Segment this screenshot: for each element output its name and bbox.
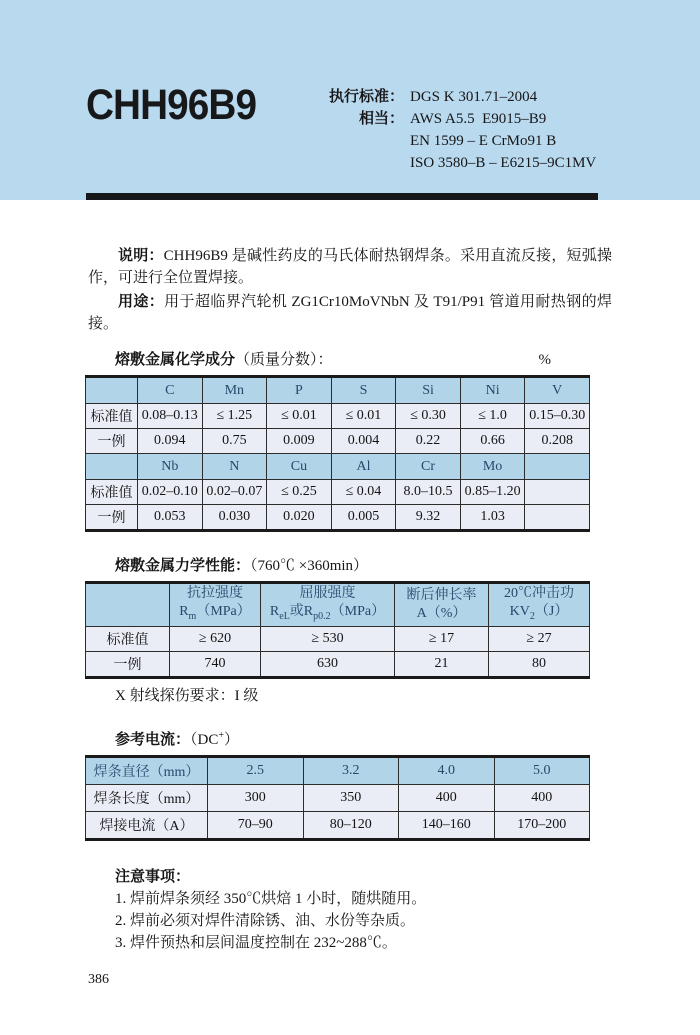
description-text: CHH96B9 是碱性药皮的马氏体耐热钢焊条。采用直流反接，短弧操作，可进行全位置焊接。 <box>88 248 612 286</box>
cell: ≤ 0.30 <box>396 404 461 429</box>
notes-list <box>88 888 612 954</box>
cell <box>395 583 489 627</box>
cell: 170–200 <box>494 812 590 840</box>
cell <box>170 583 261 627</box>
cell <box>86 377 138 404</box>
cell: ≤ 0.01 <box>267 404 332 429</box>
cell: 4.0 <box>399 757 495 785</box>
page-number: 386 <box>88 972 109 987</box>
chem-header-row-2 <box>86 454 590 480</box>
chem-standard-row-2 <box>86 480 590 505</box>
note-item: 2. 焊前必须对焊件清除锈、油、水份等杂质。 <box>115 913 416 929</box>
cell <box>525 505 590 531</box>
diameter-row <box>86 757 590 785</box>
equivalent-value-aws: AWS A5.5 E9015–B9 <box>410 111 547 127</box>
cell <box>261 583 395 627</box>
cell: 0.005 <box>331 505 396 531</box>
notes-heading: 注意事项： <box>115 868 191 885</box>
percent-unit: % <box>538 352 551 368</box>
mechanical-condition: （760℃ ×360min） <box>250 558 369 574</box>
cell: 5.0 <box>494 757 590 785</box>
cell: 0.22 <box>396 429 461 454</box>
length-row <box>86 785 590 812</box>
cell: 740 <box>170 652 261 678</box>
cell: ≤ 0.01 <box>331 404 396 429</box>
cell: Si <box>396 377 461 404</box>
row-label: 焊接电流（A） <box>86 812 208 840</box>
usage-label: 用途： <box>118 293 165 310</box>
chemical-heading: 熔敷金属化学成分 <box>115 351 236 368</box>
cell: Nb <box>138 454 203 480</box>
cell: ≤ 0.25 <box>267 480 332 505</box>
row-label: 焊条直径（mm） <box>86 757 208 785</box>
cell: 0.08–0.13 <box>138 404 203 429</box>
chemical-composition-table <box>85 375 590 532</box>
cell: 140–160 <box>399 812 495 840</box>
cell: 2.5 <box>208 757 304 785</box>
cell: 0.75 <box>202 429 267 454</box>
row-label: 一例 <box>86 429 138 454</box>
chemical-heading-suffix: （质量分数）： <box>235 352 333 368</box>
reference-current-table <box>85 755 590 841</box>
spacer <box>312 152 404 174</box>
cell: 0.66 <box>460 429 525 454</box>
cell: ≤ 0.04 <box>331 480 396 505</box>
cell: ≥ 27 <box>489 627 590 652</box>
cell: Cu <box>267 454 332 480</box>
row-label: 标准值 <box>86 480 138 505</box>
cell: Cr <box>396 454 461 480</box>
current-section-heading <box>88 725 612 751</box>
mechanical-section-heading <box>88 555 612 577</box>
cell: Al <box>331 454 396 480</box>
cell <box>86 454 138 480</box>
cell: 350 <box>303 785 399 812</box>
standards-block <box>312 86 596 174</box>
cell: 0.030 <box>202 505 267 531</box>
chem-example-row-2 <box>86 505 590 531</box>
cell: 0.053 <box>138 505 203 531</box>
chem-example-row-1 <box>86 429 590 454</box>
row-label: 标准值 <box>86 404 138 429</box>
description-label: 说明： <box>118 247 164 264</box>
cell: P <box>267 377 332 404</box>
cell: 400 <box>494 785 590 812</box>
cell: 400 <box>399 785 495 812</box>
cell: 0.02–0.10 <box>138 480 203 505</box>
page-content <box>88 200 612 954</box>
col-symbol: $KV_2(J)$ <box>509 603 569 622</box>
cell: 0.02–0.07 <box>202 480 267 505</box>
col-symbol: $R_{eL}$或$R_{p0.2}(MPa)$ <box>269 603 386 622</box>
cell: Mn <box>202 377 267 404</box>
mechanical-heading: 熔敷金属力学性能： <box>115 557 251 574</box>
cell: C <box>138 377 203 404</box>
current-condition: （DC+） <box>190 730 240 748</box>
equivalent-value-iso: ISO 3580–B – E6215–9C1MV <box>410 155 597 171</box>
chem-standard-row-1 <box>86 404 590 429</box>
cell: 9.32 <box>396 505 461 531</box>
col-symbol: $R_m(MPa)$ <box>179 603 251 622</box>
cell: 630 <box>261 652 395 678</box>
row-label: 标准值 <box>86 627 170 652</box>
cell: 1.03 <box>460 505 525 531</box>
cell: ≤ 1.0 <box>460 404 525 429</box>
mech-standard-row <box>86 627 590 652</box>
cell: 80–120 <box>303 812 399 840</box>
cell: 21 <box>395 652 489 678</box>
cell <box>489 583 590 627</box>
cell: V <box>525 377 590 404</box>
cell: ≤ 1.25 <box>202 404 267 429</box>
exec-standard-label: 执行标准： <box>328 88 404 105</box>
cell: S <box>331 377 396 404</box>
chemical-section-heading <box>88 349 593 371</box>
cell: 8.0–10.5 <box>396 480 461 505</box>
equivalent-value-en: EN 1599 – E CrMo91 B <box>410 133 557 149</box>
col-title: 抗拉强度 <box>187 585 243 601</box>
current-row <box>86 812 590 840</box>
cell: 0.15–0.30 <box>525 404 590 429</box>
cell: ≥ 530 <box>261 627 395 652</box>
cell: 0.009 <box>267 429 332 454</box>
cell: 0.004 <box>331 429 396 454</box>
mech-header-row <box>86 583 590 627</box>
row-label: 一例 <box>86 505 138 531</box>
usage-paragraph <box>88 291 612 335</box>
usage-text: 用于超临界汽轮机 ZG1Cr10MoVNbN 及 T91/P91 管道用耐热钢的焊接。 <box>88 294 612 332</box>
cell: 0.85–1.20 <box>460 480 525 505</box>
cell: ≥ 620 <box>170 627 261 652</box>
spacer <box>312 130 404 152</box>
cell: Ni <box>460 377 525 404</box>
cell: N <box>202 454 267 480</box>
mechanical-properties-table <box>85 581 590 679</box>
cell: 0.208 <box>525 429 590 454</box>
cell: 80 <box>489 652 590 678</box>
exec-standard-value: DGS K 301.71–2004 <box>410 89 538 105</box>
col-title: 20℃冲击功 <box>504 585 574 601</box>
cell <box>86 583 170 627</box>
cell: ≥ 17 <box>395 627 489 652</box>
xray-requirement: X 射线探伤要求：I 级 <box>115 688 259 704</box>
note-item: 1. 焊前焊条须经 350℃烘焙 1 小时，随烘随用。 <box>115 891 427 907</box>
cell <box>525 454 590 480</box>
cell: Mo <box>460 454 525 480</box>
row-label: 焊条长度（mm） <box>86 785 208 812</box>
note-item: 3. 焊件预热和层间温度控制在 232~288℃。 <box>115 935 397 951</box>
chem-header-row-1 <box>86 377 590 404</box>
divider-bar <box>86 193 598 200</box>
col-symbol: A（%） <box>416 606 467 621</box>
cell: 70–90 <box>208 812 304 840</box>
cell: 0.020 <box>267 505 332 531</box>
col-title: 屈服强度 <box>299 585 356 601</box>
product-title: CHH96B9 <box>86 81 257 129</box>
description-paragraph <box>88 245 612 289</box>
cell: 300 <box>208 785 304 812</box>
cell: 0.094 <box>138 429 203 454</box>
mech-example-row <box>86 652 590 678</box>
current-heading: 参考电流： <box>115 731 191 748</box>
equivalent-label: 相当： <box>358 110 404 127</box>
cell: 3.2 <box>303 757 399 785</box>
col-title: 断后伸长率 <box>406 588 477 603</box>
row-label: 一例 <box>86 652 170 678</box>
cell <box>525 480 590 505</box>
header-band <box>0 0 700 200</box>
